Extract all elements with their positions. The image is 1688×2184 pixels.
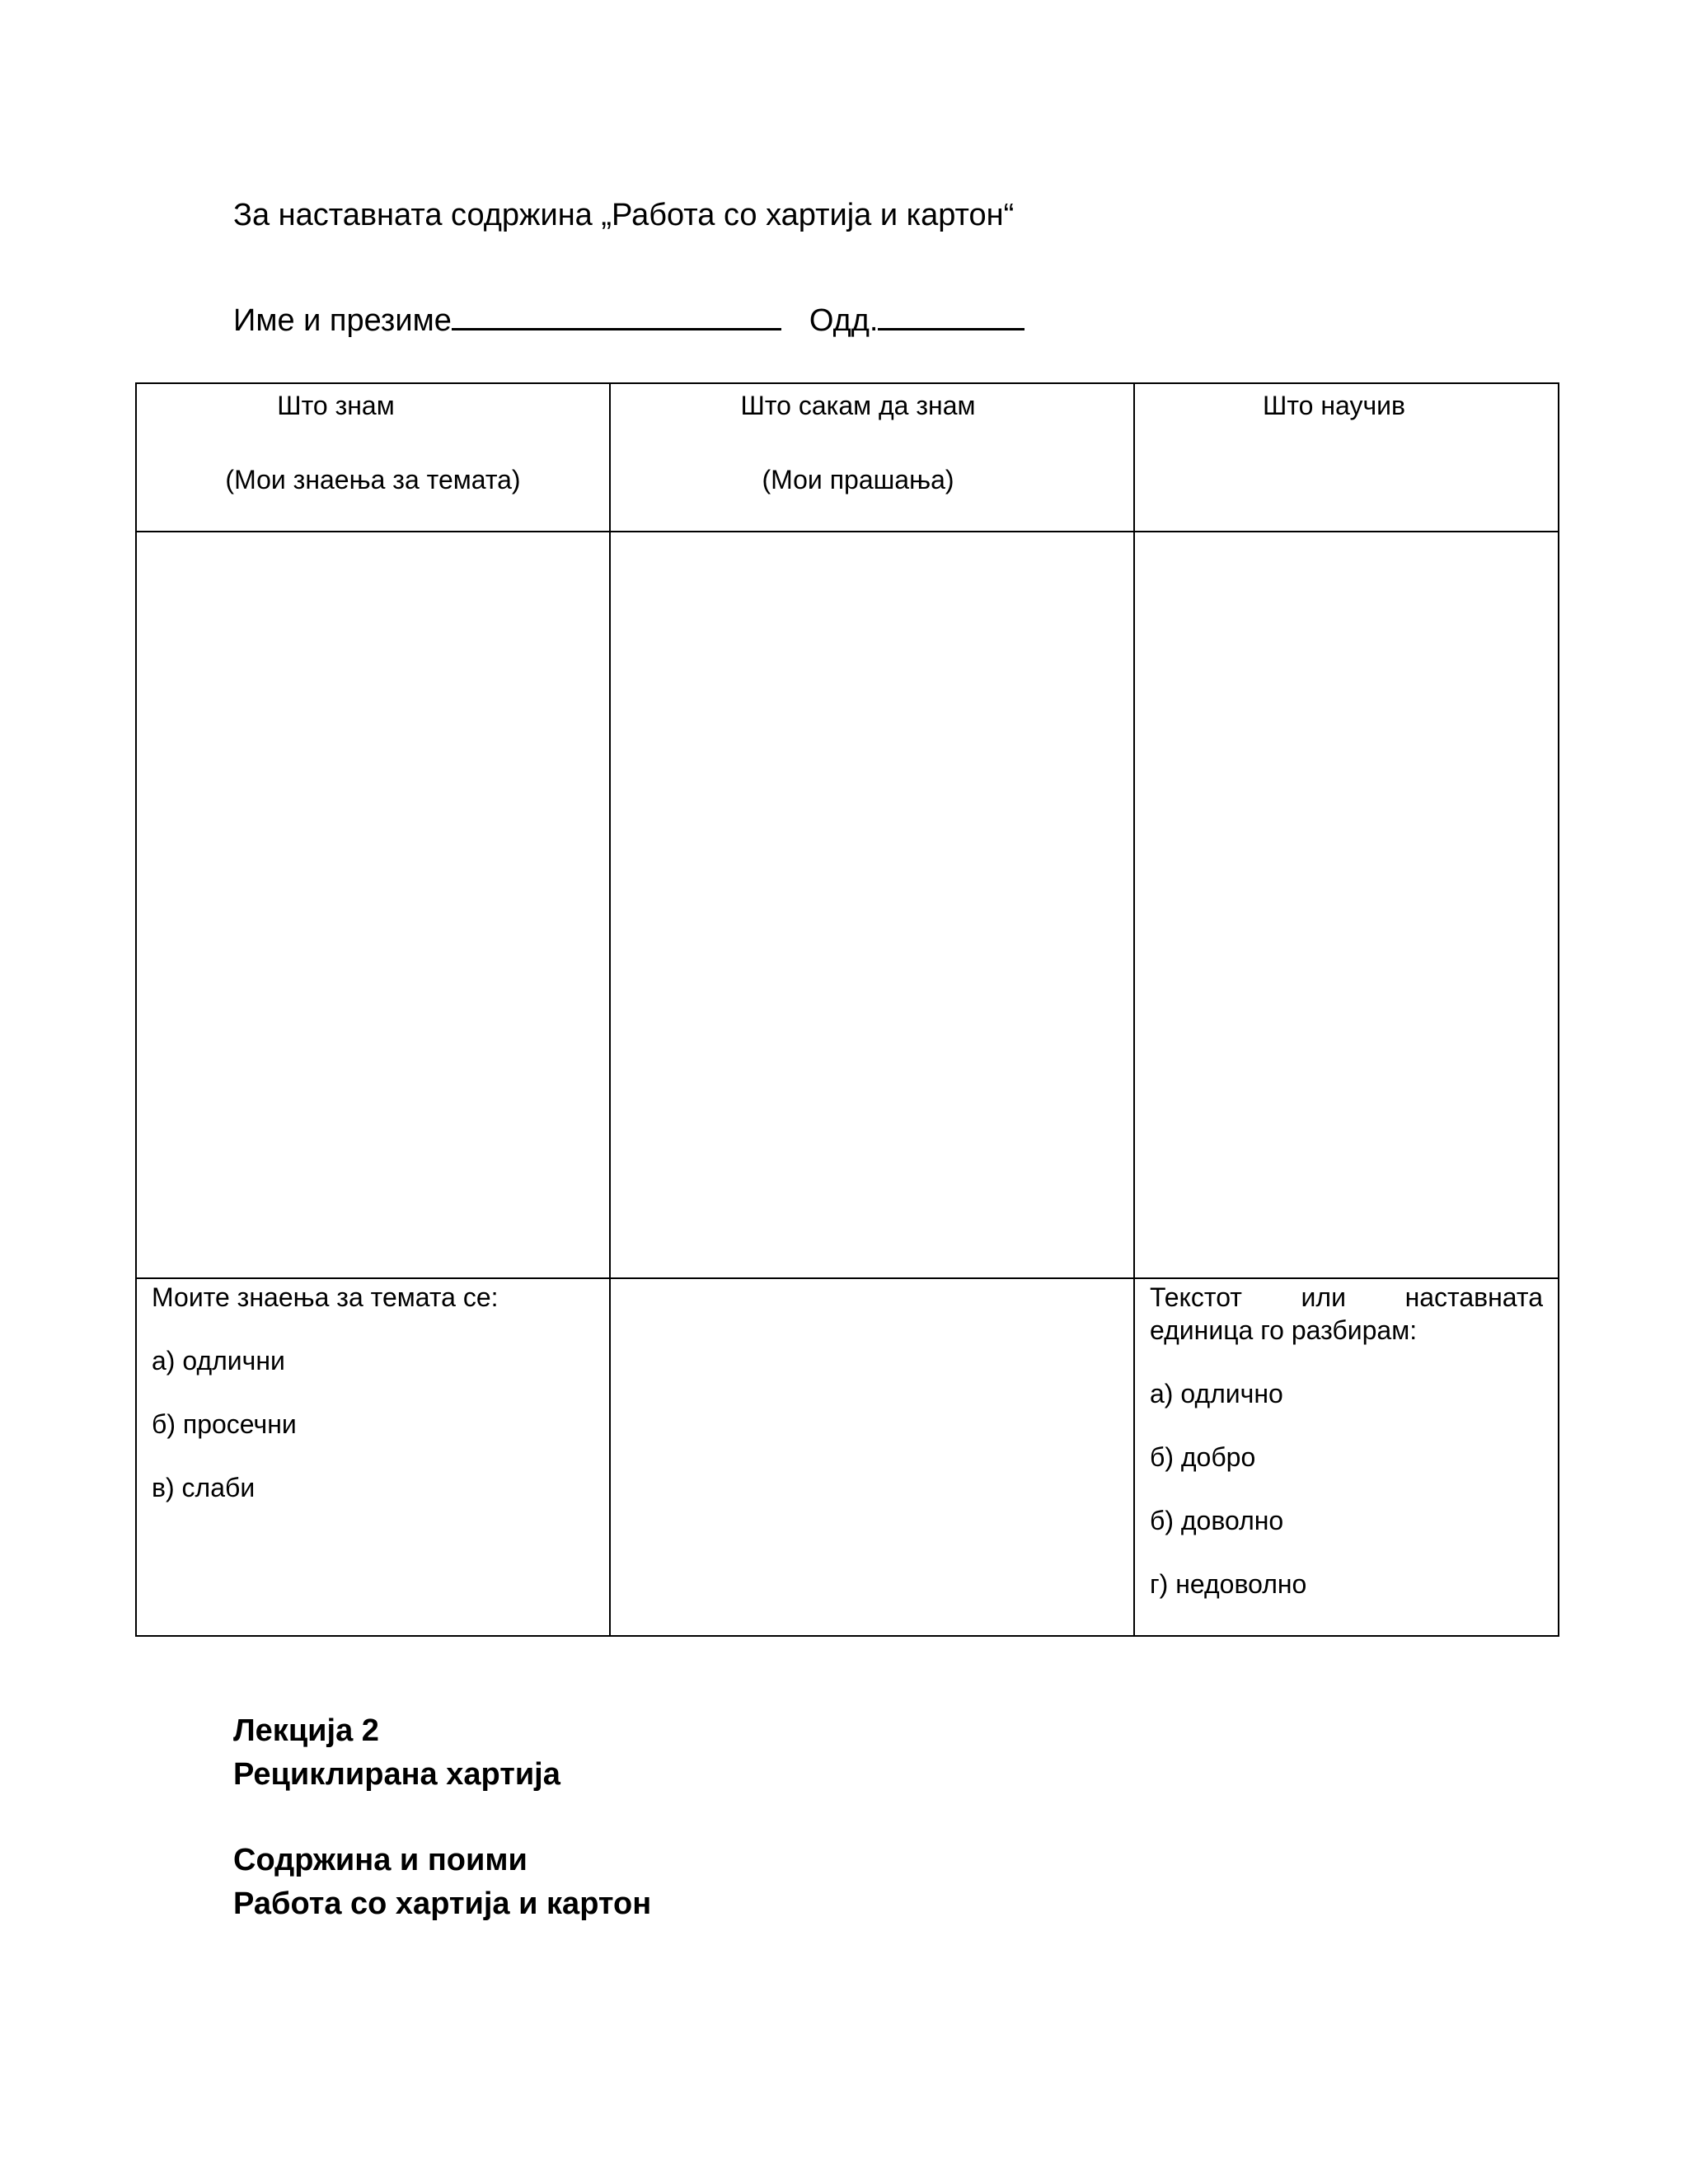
self-assessment-option[interactable]: в) слаби — [152, 1473, 256, 1502]
lesson-number: Лекција 2 — [233, 1713, 379, 1748]
content-heading: Содржина и поими — [233, 1843, 528, 1877]
header-cell-want — [610, 383, 1134, 532]
writing-cell-learned[interactable] — [1134, 532, 1559, 1278]
writing-cell-know[interactable] — [136, 532, 610, 1278]
question-word: Текстот — [1150, 1282, 1242, 1312]
table-assessment-row — [136, 1278, 1559, 1636]
column-title: Што научив — [1263, 391, 1405, 420]
understanding-question-rest: единица го разбирам: — [1150, 1315, 1418, 1345]
header-cell-know — [136, 383, 610, 532]
table-writing-row — [136, 532, 1559, 1278]
understanding-option[interactable]: б) доволно — [1150, 1506, 1284, 1535]
column-subtitle: (Мои прашања) — [762, 465, 954, 494]
column-subtitle: (Мои знаења за темата) — [225, 465, 521, 494]
class-blank-line[interactable] — [878, 297, 1025, 330]
question-word: наставната — [1404, 1282, 1543, 1312]
understanding-option[interactable]: б) добро — [1150, 1442, 1256, 1472]
empty-assessment-cell — [610, 1278, 1134, 1636]
content-text: Работа со хартија и картон — [233, 1886, 652, 1921]
lesson-title: Рециклирана хартија — [233, 1757, 560, 1792]
column-title: Што знам — [277, 391, 395, 420]
self-assessment-cell — [136, 1278, 610, 1636]
understanding-question — [1150, 1281, 1543, 1314]
header-cell-learned — [1134, 383, 1559, 532]
understanding-option[interactable]: г) недоволно — [1150, 1569, 1307, 1599]
name-class-line — [233, 297, 1025, 341]
self-assessment-option[interactable]: б) просечни — [152, 1409, 297, 1439]
name-blank-line[interactable] — [452, 297, 781, 330]
table-header-row — [136, 383, 1559, 532]
understanding-cell — [1134, 1278, 1559, 1636]
column-title: Што сакам да знам — [740, 391, 976, 420]
topic-heading: За наставната содржина „Работа со хартија и картон“ — [233, 198, 1015, 232]
question-word: или — [1301, 1282, 1346, 1312]
self-assessment-option[interactable]: а) одлични — [152, 1346, 285, 1376]
name-label: Име и презиме — [233, 303, 452, 338]
understanding-option[interactable]: а) одлично — [1150, 1379, 1283, 1408]
class-label: Одд. — [809, 303, 879, 338]
kwl-table — [135, 382, 1559, 1637]
self-assessment-question: Моите знаења за темата се: — [152, 1282, 499, 1312]
writing-cell-want[interactable] — [610, 532, 1134, 1278]
